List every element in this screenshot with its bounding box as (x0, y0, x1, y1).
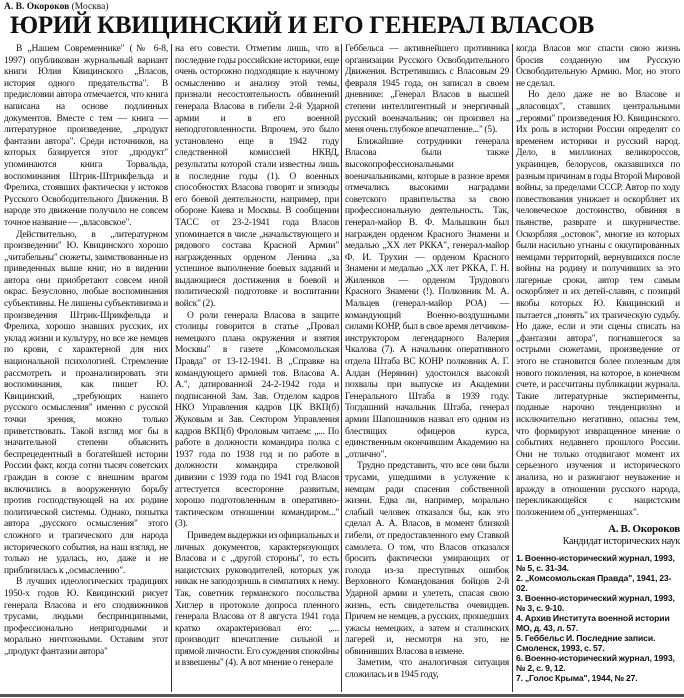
paragraph: Заметим, что аналогичная ситуация сложилась и в 1945 году, (345, 658, 509, 681)
signature-role: Кандидат исторических наук (562, 536, 680, 548)
paragraph: Трудно представить, что все они были трусами, ушедшими в услужение к немцам ради спасения собственной жизни. Едва ли, например, морально слабый человек отказался бы, как это сделал А. А. Власов, в момент близкой гибели, от предоставленного ему Ставкой самолета. О том, что Власов отказался бросить фактически умирающих от голода из-за преступных ошибок Верховного Командования бойцов 2-й Ударной армии и улететь, спасая свою жизнь, есть свидетельства очевидцев. Причем не немцев, а русских, прошедших ужасы немецких, а затем и сталинских лагерей и, несмотря на это, не обвинивших Власова в измене. (345, 461, 509, 657)
article-column-2 (175, 44, 339, 670)
signature-name: А. В. Окороков (608, 523, 680, 536)
author-name: А. В. Окороков (4, 2, 70, 12)
article-title: ЮРИЙ КВИЦИНСКИЙ И ЕГО ГЕНЕРАЛ ВЛАСОВ (10, 12, 595, 39)
reference-item: 6. Военно-исторический журнал, 1993, № 2, с. 9, 12. (516, 653, 675, 674)
bottom-rule (0, 694, 684, 697)
column-divider (171, 44, 172, 692)
paragraph: Но дело даже не во Власове и „власовцах", ставших центральными „героями" произведения Ю. Квицинского. Их роль в истории России определят со временем историки и русский народ. Дело, в миллионах великороссов, украинцев, белорусов, оказавшихся по разным причинам в годы Второй Мировой войны, за пределами СССР. Автор по ходу повествования унижает и оскорбляет их человеческое достоинство, обвиняя в пьянстве, разврате и шкурничестве. Оскорбляя „остовок", многие из которых были насильно угнаны с оккупированных немцами территорий, вернувшихся после войны на родину и получивших за это лагерные сроки, автор тем самым оскорбляет и их детей-славян, с позиций якобы которых Ю. Квицинский и пытается „понять" их трагическую судьбу. Но даже, если и эти сцены списать на „фантазии автора", погнавшегося за острыми сюжетами, произведение от этого не становится более полезным для нового поколения, на которое, в конечном счете, и рассчитаны публикации журнала. Такие литературные эксперименты, поданые нарочно тенденциозно и исключительно негативно, опасны тем, что формируют извращенное мнение о событиях недавнего прошлого России. Они не только отодвигают момент их серьезного изучения и исторического анализа, но и разжигают неуважение и вражду в отношении русского народа, перекликающейся с нацистским положением об „унтерменшах". (516, 90, 680, 518)
paragraph: О роли генерала Власова в защите столицы говорится в статье „Провал немецкого плана окружения и взятия Москвы" в газете „Комсомольская Правда" от 13-12-1941. В „Справке на командующего армией тов. Власова А. А.", датированной 24-2-1942 года и подписанной Зам. Зав. Отделом кадров НКО Управления кадров ЦК ВКП(б) Жуковым и Зав. Сектором Управления кадров ВКП(б) Фроловым читаем: „... По работе в должности командира полка с 1937 года по 1938 год и по работе в должности командира стрелковой дивизии с 1939 года по 1941 год Власов аттестуется всесторонне развитым, хорошо подготовленным в оперативно-тактическом отношении командиром..." (3). (175, 310, 339, 530)
article-column-1 (4, 44, 168, 658)
paragraph: Действительно, в „литературном произведении" Ю. Квицинского хорошо „читабельны" сюжеты, заимствованные из приведенных выше книг, но в видении автора они приобретают совсем иной окрас. Безусловно, любые воспоминания субъективны. Не лишены субъективизма и произведения Штрик-Шрикфельда и Фрелиха, хорошо знавших русских, их уклад жизни и культуру, но все же немцев по крови, с характерной для них национальной психологией. Стремление рассмотреть и проанализировать эти воспоминания, как пишет Ю. Квицинский, „требующих нашего русского осмысления" именно с русской точки зрения, можно только приветствовать. Такой взгляд мог бы в значительной степени объяснить беспрецедентный в богатейшей истории России факт, когда сотни тысяч советских граждан в союзе с внешним врагом включились в вооруженную борьбу против господствующей на их родине политической системы. Однако, попытка автора „русского осмысления" этого сложного и трагического для народа исторического события, на наш взгляд, не только не удалась, но, даже и не приблизилась к „осмыслению". (4, 229, 168, 576)
reference-item: 3. Военно-исторический журнал, 1993, № 3, с. 9-10. (516, 593, 675, 614)
reference-item: 7. „Голос Крыма", 1944, № 27. (516, 673, 638, 684)
article-column-4 (516, 44, 680, 683)
reference-item: 5. Геббельс И. Последние записи. Смоленск, 1993, с. 57. (516, 633, 656, 654)
paragraph: Приведем выдержки из официальных и личных документов, характеризующих Власова и с „другой стороны", то есть нацистских руководителей, которых уж никак не заподозришь в симпатиях к нему. Так, советник германского посольства Хиглер в протоколе допроса пленного генерала Власова от 8 августа 1941 года кратко охарактеризовал его: „... производит впечатление сильной и прямой личности. Его суждения спокойны и взвешены" (4). А вот мнение о генерале (175, 530, 339, 669)
author-byline (4, 2, 109, 12)
paragraph: В „Нашем Современнике" (№ 6-8, 1997) опубликован журнальный вариант книги Юлия Квицинского „Власов, история одного предательства". В предисловии автора отмечается, что книга написана на основе подлинных документов. Вместе с тем — книга — литературное произведение, „продукт фантазии автора". Среди источников, на которых базируется этот „продукт" упоминаются книга Торвальда, воспоминания Штрик-Штрикфельда и Фрелиха, стоявших фактически у истоков Русского Освободительного Движения. В народе это движение получило не совсем точное название — „власовское". (4, 44, 168, 228)
signature (516, 523, 680, 548)
article-column-3 (345, 44, 509, 682)
paragraph: Ближайшие сотрудники генерала Власова были также высокопрофессиональными военачальниками, которые в разное время отмечались высокими наградами советского правительства за свою профессиональную деятельность. Так, генерал-майор В. Ф. Малышкин был награжден орденом Красного Знамени и медалью „XX лет РККА", генерал-майор Ф. И. Трухин — орденом Красного Знамени и медалью „XX лет РККА, Г. Н. Жиленков — орденом Трудового Красного Знамени (!). Полковник М. А. Мальцев (генерал-майор РОА) — командующий Военно-воздушными силами КОНР, был в свое время летчиком-инструктором легендарного Валерия Чкалова (7). А начальник оперативного отдела Штаба ВС КОНР полковник А. Г. Алдан (Нерянин) удостоился высокой похвалы при выпуске из Академии Генерального Штаба в 1939 году. Тогдашний начальник Штаба, генерал армии Шапошников назвал его одним из блестящих офицеров курса, единственным окончившим Академию на „отлично". (345, 136, 509, 460)
author-city: (Москва) (71, 2, 109, 12)
references-list (516, 553, 680, 683)
reference-item: 4. Архив Института военной истории МО, д. 43, л. 57. (516, 613, 670, 634)
column-divider (512, 44, 513, 692)
paragraph: В лучших идеологических традициях 1950-х годов Ю. Квицинский рисует генерала Власова и его сподвижников трусами, людьми беспринципными, профессионально непригодными и морально ничтожными. Оставим этот „продукт фантазии автора" (4, 577, 168, 657)
reference-item: 2. „Комсомольская Правда", 1941, 23-02. (516, 573, 672, 594)
reference-item: 1. Военно-исторический журнал, 1993, № 5, с. 31-34. (516, 553, 675, 574)
paragraph-continued: Геббельса — активнейшего противника организации Русского Освободительного Движения. Встретившись с Власовым 29 февраля 1945 года, он записал в своем дневнике: „Генерал Власов в высшей степени интеллигентный и энергичный русский военачальник; он произвел на меня очень глубокое впечатление..." (5). (345, 44, 509, 136)
paragraph-continued: когда Власов мог спасти свою жизнь бросив созданную им Русскую Освободительную Армию. Мог, но этого не сделал. (516, 44, 680, 89)
paragraph-continued: на его совести. Отметим лишь, что в последние годы российские историки, еще очень осторожно подходящие к научному осмыслению и анализу этой темы, признали несостоятельность обвинений генерала Власова в гибели 2-й Ударной армии и в его военной неподготовленности. Впрочем, это было установлено еще в 1942 году следственной комиссией НКВД, результаты которой стали известны лишь в последние годы (1). О военных способностях Власова говорят и эпизоды его боевой деятельности, например, при обороне Киева и Москвы. В сообщении ТАСС от 23-2-1941 года Власов упоминается в числе „начальствующего и рядового состава Красной Армии" награжденных орденом Ленина „за успешное выполнение боевых заданий и выдающиеся достижения в боевой и политической подготовке и воспитании войск" (2). (175, 44, 339, 310)
column-divider (341, 44, 342, 692)
